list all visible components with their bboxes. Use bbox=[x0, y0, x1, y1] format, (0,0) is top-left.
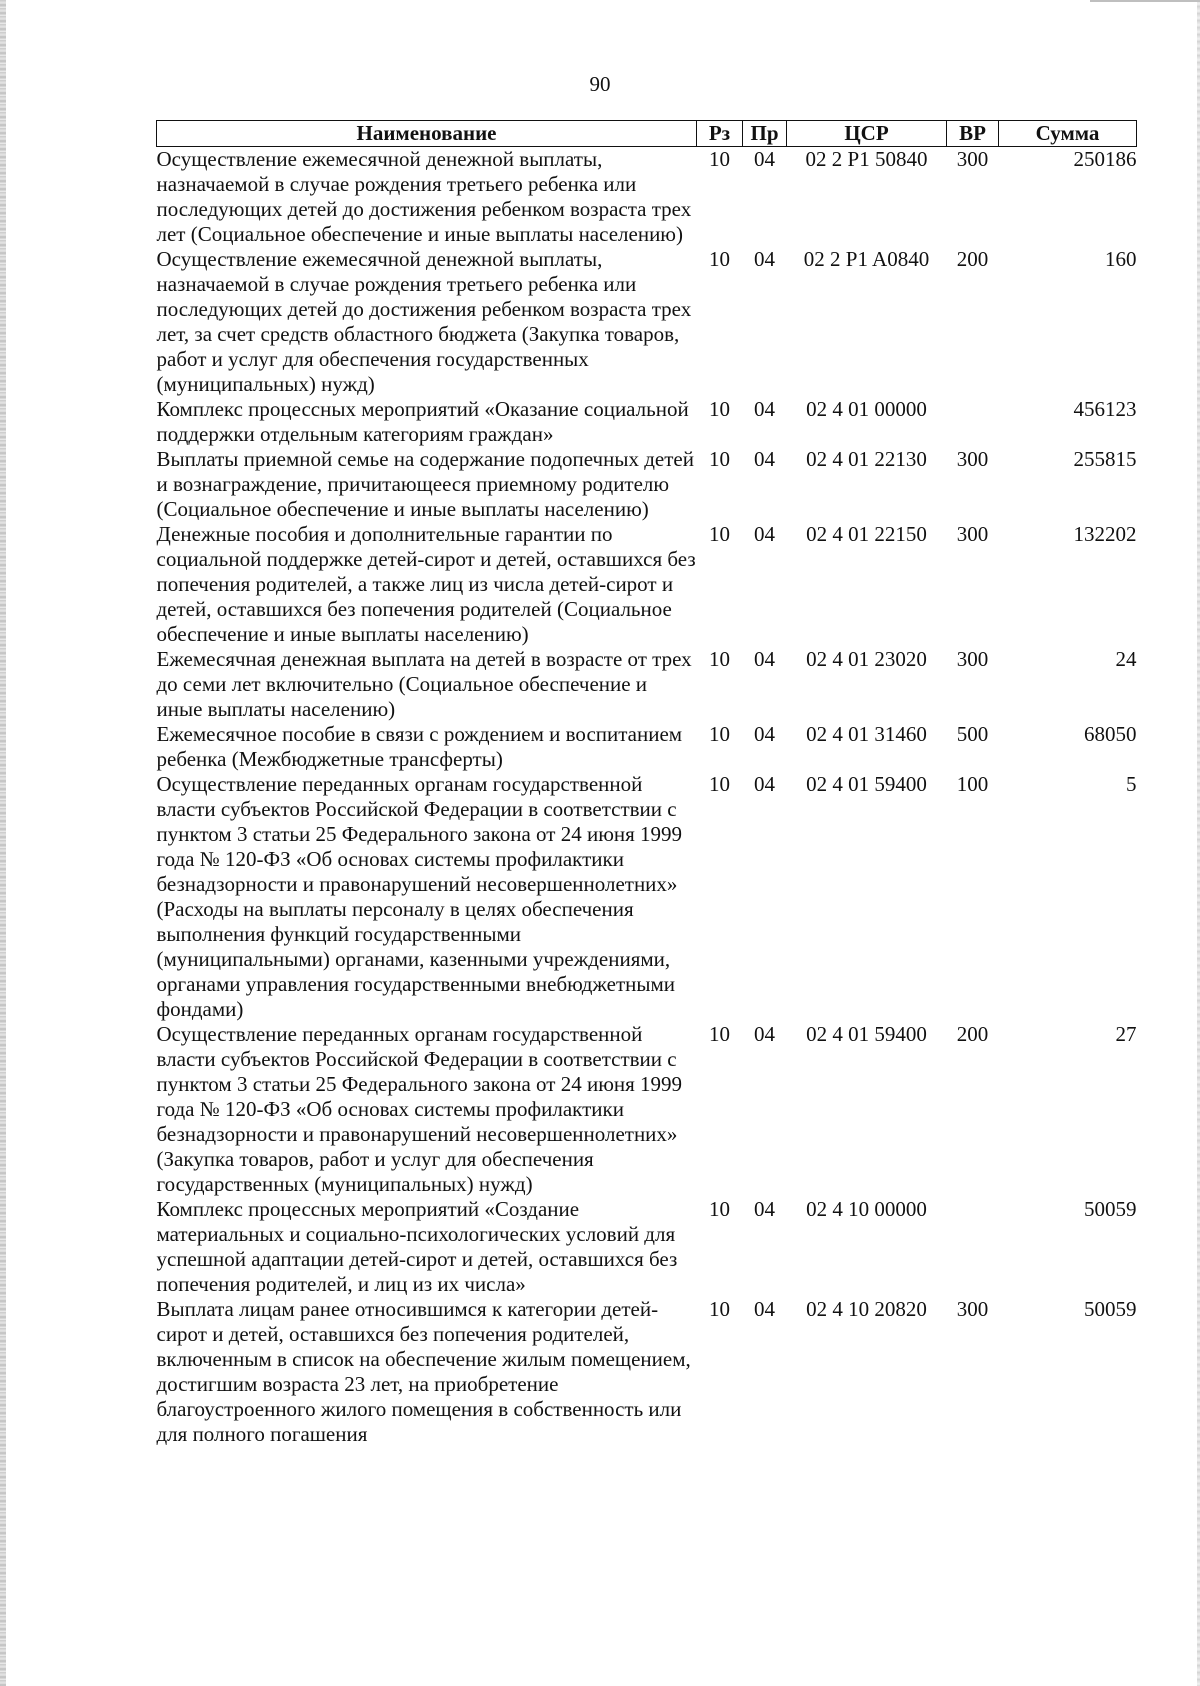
cell-sum: 27 bbox=[1115, 1022, 1137, 1046]
cell-vr bbox=[947, 1197, 999, 1297]
cell-csr: 02 4 01 59400 bbox=[806, 772, 927, 796]
cell-pr: 04 bbox=[754, 647, 775, 671]
table-row bbox=[157, 1022, 1137, 1197]
cell-name: Ежемесячная денежная выплата на детей в возрасте от трех до семи лет включительно (Социальное обеспечение и иные выплаты населению) bbox=[156, 647, 692, 721]
cell-pr: 04 bbox=[754, 1022, 775, 1046]
table-row bbox=[157, 247, 1137, 397]
cell-vr: 300 bbox=[956, 522, 989, 546]
cell-pr: 04 bbox=[754, 247, 775, 271]
table-row bbox=[157, 1197, 1137, 1297]
cell-pr: 04 bbox=[754, 397, 775, 421]
cell-vr bbox=[947, 397, 999, 447]
cell-vr: 500 bbox=[956, 722, 989, 746]
budget-table bbox=[156, 120, 1137, 1447]
cell-csr: 02 2 P1 A0840 bbox=[803, 247, 930, 271]
header-vr: ВР bbox=[947, 121, 999, 147]
cell-sum: 132202 bbox=[1073, 522, 1137, 546]
header-rz: Рз bbox=[697, 121, 743, 147]
cell-name: Выплаты приемной семье на содержание подопечных детей и вознаграждение, причитающееся приемному родителю (Социальное обеспечение и иные выплаты населению) bbox=[156, 447, 694, 521]
header-csr: ЦСР bbox=[787, 121, 947, 147]
cell-rz: 10 bbox=[709, 647, 730, 671]
header-pr: Пр bbox=[743, 121, 787, 147]
cell-rz: 10 bbox=[709, 722, 730, 746]
cell-name: Денежные пособия и дополнительные гарантии по социальной поддержке детей-сирот и детей, оставшихся без попечения родителей, а также лиц из числа детей-сирот и детей, оставшихся без попечения родителей (Социальное обеспечение и иные выплаты населению) bbox=[156, 522, 696, 646]
cell-vr: 300 bbox=[956, 147, 989, 171]
table-row bbox=[157, 522, 1137, 647]
cell-rz: 10 bbox=[709, 247, 730, 271]
cell-pr: 04 bbox=[754, 522, 775, 546]
cell-rz: 10 bbox=[709, 522, 730, 546]
cell-sum: 50059 bbox=[1084, 1297, 1137, 1321]
cell-name: Выплата лицам ранее относившимся к категории детей-сирот и детей, оставшихся без попечения родителей, включенным в список на обеспечение жилым помещением, достигшим возраста 23 лет, на приобретение благоустроенного жилого помещения в собственность или для полного погашения bbox=[156, 1297, 691, 1446]
cell-csr: 02 4 01 22150 bbox=[806, 522, 927, 546]
cell-rz: 10 bbox=[709, 447, 730, 471]
cell-name: Осуществление ежемесячной денежной выплаты, назначаемой в случае рождения третьего ребенка или последующих детей до достижения ребенком возраста трех лет, за счет средств областного бюджета (Закупка товаров, работ и услуг для обеспечения государственных (муниципальных) нужд) bbox=[156, 247, 692, 396]
cell-vr: 100 bbox=[956, 772, 989, 796]
table-row bbox=[157, 397, 1137, 447]
cell-sum: 50059 bbox=[1084, 1197, 1137, 1221]
cell-vr: 300 bbox=[956, 447, 989, 471]
cell-pr: 04 bbox=[754, 1297, 775, 1321]
cell-pr: 04 bbox=[754, 722, 775, 746]
cell-sum: 5 bbox=[1126, 772, 1137, 796]
table-row bbox=[157, 147, 1137, 248]
cell-pr: 04 bbox=[754, 772, 775, 796]
cell-name: Комплекс процессных мероприятий «Оказание социальной поддержки отдельным категориям граждан» bbox=[156, 397, 689, 446]
table-row bbox=[157, 447, 1137, 522]
cell-sum: 255815 bbox=[1073, 447, 1137, 471]
cell-sum: 456123 bbox=[1073, 397, 1137, 421]
cell-csr: 02 4 10 00000 bbox=[806, 1197, 927, 1221]
cell-rz: 10 bbox=[709, 1197, 730, 1221]
table-header-row bbox=[157, 121, 1137, 147]
cell-csr: 02 4 01 31460 bbox=[806, 722, 927, 746]
cell-pr: 04 bbox=[754, 447, 775, 471]
cell-vr: 200 bbox=[956, 1022, 989, 1046]
cell-csr: 02 4 10 20820 bbox=[806, 1297, 927, 1321]
cell-rz: 10 bbox=[709, 772, 730, 796]
cell-vr: 300 bbox=[956, 1297, 989, 1321]
cell-rz: 10 bbox=[709, 1022, 730, 1046]
cell-vr: 300 bbox=[956, 647, 989, 671]
scan-left-edge bbox=[0, 0, 6, 1686]
cell-vr: 200 bbox=[956, 247, 989, 271]
cell-csr: 02 4 01 00000 bbox=[806, 397, 927, 421]
cell-pr: 04 bbox=[754, 1197, 775, 1221]
header-name: Наименование bbox=[157, 121, 697, 147]
cell-rz: 10 bbox=[709, 1297, 730, 1321]
cell-name: Осуществление переданных органам государственной власти субъектов Российской Федерации в соответствии с пунктом 3 статьи 25 Федерального закона от 24 июня 1999 года № 120-ФЗ «Об основах системы профилактики безнадзорности и правонарушений несовершеннолетних» (Закупка товаров, работ и услуг для обеспечения государственных (муниципальных) нужд) bbox=[156, 1022, 683, 1196]
table-row bbox=[157, 722, 1137, 772]
cell-sum: 160 bbox=[1105, 247, 1137, 271]
table-row bbox=[157, 772, 1137, 1022]
cell-csr: 02 4 01 59400 bbox=[806, 1022, 927, 1046]
table-row bbox=[157, 1297, 1137, 1447]
cell-name: Осуществление переданных органам государственной власти субъектов Российской Федерации в соответствии с пунктом 3 статьи 25 Федерального закона от 24 июня 1999 года № 120-ФЗ «Об основах системы профилактики безнадзорности и правонарушений несовершеннолетних» (Расходы на выплаты персоналу в целях обеспечения выполнения функций государственными (муниципальными) органами, казенными учреждениями, органами управления государственными внебюджетными фондами) bbox=[156, 772, 683, 1021]
cell-csr: 02 4 01 22130 bbox=[806, 447, 927, 471]
cell-csr: 02 2 P1 50840 bbox=[805, 147, 928, 171]
cell-pr: 04 bbox=[754, 147, 775, 171]
cell-name: Ежемесячное пособие в связи с рождением и воспитанием ребенка (Межбюджетные трансферты) bbox=[156, 722, 683, 771]
cell-csr: 02 4 01 23020 bbox=[806, 647, 927, 671]
cell-sum: 68050 bbox=[1084, 722, 1137, 746]
cell-rz: 10 bbox=[709, 147, 730, 171]
cell-sum: 24 bbox=[1115, 647, 1137, 671]
table-row bbox=[157, 647, 1137, 722]
cell-sum: 250186 bbox=[1073, 147, 1137, 171]
cell-name: Осуществление ежемесячной денежной выплаты, назначаемой в случае рождения третьего ребенка или последующих детей до достижения ребенком возраста трех лет (Социальное обеспечение и иные выплаты населению) bbox=[156, 147, 692, 246]
cell-name: Комплекс процессных мероприятий «Создание материальных и социально-психологических условий для успешной адаптации детей-сирот и детей, оставшихся без попечения родителей, и лиц из их числа» bbox=[156, 1197, 678, 1296]
scan-top-line bbox=[1090, 0, 1200, 2]
cell-rz: 10 bbox=[709, 397, 730, 421]
page-number: 90 bbox=[589, 72, 611, 96]
header-sum: Сумма bbox=[999, 121, 1137, 147]
